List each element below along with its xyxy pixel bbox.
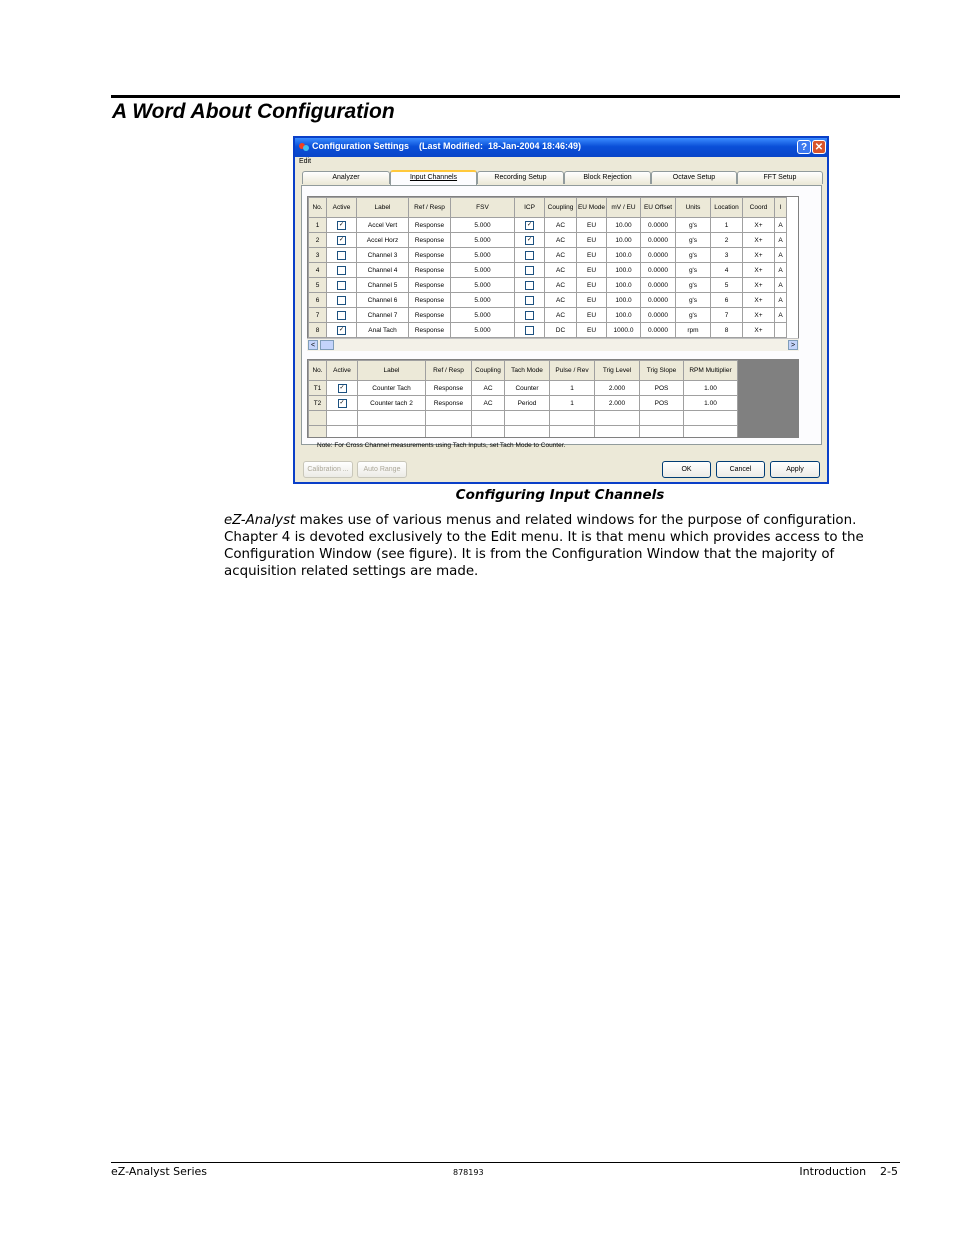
tab-fft-setup[interactable] [737,171,823,184]
channel-cell[interactable]: 100.0 [607,263,641,278]
channel-cell[interactable]: 100.0 [607,248,641,263]
tach-cell[interactable] [684,411,738,426]
tach-column-header[interactable]: RPM Multiplier [684,361,738,381]
tab-label: Recording Setup [494,174,547,181]
channel-checkbox-cell[interactable] [515,323,545,338]
channel-cell[interactable]: A [775,233,787,248]
scroll-thumb[interactable] [320,340,334,350]
table-row[interactable] [309,278,787,293]
channel-cell[interactable]: 1 [711,218,743,233]
channel-cell[interactable]: 8 [309,323,327,338]
channel-cell[interactable]: A [775,248,787,263]
channel-cell[interactable]: g's [676,248,711,263]
tab-recording-setup[interactable] [477,171,564,184]
channel-cell[interactable]: A [775,308,787,323]
tab-octave-setup[interactable] [651,171,737,184]
channel-cell[interactable]: 100.0 [607,278,641,293]
tach-cell[interactable] [550,426,595,439]
checkbox[interactable]: ✓ [526,221,533,228]
channel-cell[interactable] [775,323,787,338]
close-icon[interactable]: ✕ [812,140,826,154]
channel-cell[interactable]: rpm [676,323,711,338]
channel-cell[interactable]: AC [545,293,577,308]
figure-caption: Configuring Input Channels [455,487,665,503]
checkbox[interactable] [337,311,346,320]
tach-cell[interactable]: POS [640,396,684,411]
channel-checkbox-cell[interactable] [515,308,545,323]
channel-cell[interactable]: g's [676,218,711,233]
calibration-button[interactable]: Calibration ... [303,461,353,478]
menu-edit[interactable]: Edit [299,158,312,165]
app-icon [298,141,310,153]
channel-cell[interactable]: 5.000 [451,263,515,278]
channel-cell[interactable]: A [775,218,787,233]
tach-checkbox-cell[interactable] [327,396,358,411]
checkbox[interactable] [525,266,534,275]
dialog-titlebar[interactable] [295,138,827,157]
channel-cell[interactable]: g's [676,263,711,278]
channel-cell[interactable]: 2 [711,233,743,248]
channel-cell[interactable]: Response [409,308,451,323]
cancel-button[interactable]: Cancel [716,461,765,478]
checkbox[interactable] [337,296,346,305]
checkbox[interactable]: ✓ [338,326,345,333]
tab-block-rejection[interactable] [564,171,651,184]
channel-cell[interactable]: Channel 5 [357,278,409,293]
tach-cell[interactable] [505,411,550,426]
tach-cell[interactable] [472,426,505,439]
table-row[interactable] [309,426,738,439]
tach-cell[interactable]: Period [505,396,550,411]
tach-column-header[interactable]: Label [358,361,426,381]
tach-cell[interactable] [426,411,472,426]
tach-cell[interactable] [684,426,738,439]
tach-cell[interactable]: 2.000 [595,396,640,411]
channel-cell[interactable]: Channel 4 [357,263,409,278]
channel-cell[interactable]: 5.000 [451,323,515,338]
checkbox[interactable]: ✓ [338,221,345,228]
table-row[interactable] [309,323,787,338]
channel-column-header[interactable]: Coord [743,198,775,218]
tach-cell[interactable] [640,411,684,426]
channel-cell[interactable]: AC [545,278,577,293]
tach-note: Note: For Cross Channel measurements using Tach Inputs, set Tach Mode to Counter. [317,442,566,449]
table-row[interactable] [309,396,738,411]
channel-cell[interactable]: 10.00 [607,233,641,248]
channel-cell[interactable]: Response [409,248,451,263]
channel-cell[interactable]: X+ [743,293,775,308]
tach-cell[interactable] [472,411,505,426]
tach-cell[interactable] [595,411,640,426]
channel-checkbox-cell[interactable] [515,233,545,248]
channel-cell[interactable]: 8 [711,323,743,338]
channel-checkbox-cell[interactable] [327,263,357,278]
checkbox[interactable] [525,296,534,305]
tach-cell[interactable]: Counter Tach [358,381,426,396]
tach-cell[interactable]: T1 [309,381,327,396]
channel-cell[interactable]: 5 [309,278,327,293]
channel-cell[interactable]: Response [409,278,451,293]
tach-cell[interactable]: POS [640,381,684,396]
channel-cell[interactable]: AC [545,263,577,278]
channel-cell[interactable]: 0.0000 [641,248,676,263]
channel-cell[interactable]: X+ [743,278,775,293]
channel-cell[interactable]: 5.000 [451,293,515,308]
tach-cell[interactable]: AC [472,396,505,411]
dialog-title: Configuration Settings (Last Modified: 18-Jan-2004 18:46:49) [312,141,582,151]
channel-cell[interactable]: 3 [309,248,327,263]
channel-column-header[interactable]: Active [327,198,357,218]
channel-column-header[interactable]: Location [711,198,743,218]
channel-cell[interactable]: 0.0000 [641,278,676,293]
tab-input-channels[interactable] [390,170,477,185]
footer-page: Introduction 2-5 [799,1165,898,1178]
checkbox[interactable]: ✓ [338,236,345,243]
tach-cell[interactable]: 1 [550,381,595,396]
channel-cell[interactable]: 0.0000 [641,293,676,308]
checkbox[interactable] [525,281,534,290]
channel-cell[interactable]: 4 [309,263,327,278]
tach-cell[interactable] [550,411,595,426]
channel-cell[interactable]: DC [545,323,577,338]
header-rule [111,95,900,98]
checkbox[interactable] [337,251,346,260]
body-paragraph [224,512,904,580]
channel-cell[interactable]: EU [577,218,607,233]
channel-cell[interactable]: AC [545,233,577,248]
tab-label: FFT Setup [763,174,797,181]
channel-cell[interactable]: Anal Tach [357,323,409,338]
tach-cell[interactable] [595,426,640,439]
channel-cell[interactable]: Channel 7 [357,308,409,323]
channel-checkbox-cell[interactable] [327,308,357,323]
channel-cell[interactable]: g's [676,278,711,293]
product-name: eZ-Analyst [224,513,296,528]
auto-range-button[interactable]: Auto Range [357,461,407,478]
tab-label: Input Channels [409,174,458,181]
tach-column-header[interactable]: Trig Level [595,361,640,381]
channel-cell[interactable]: 5.000 [451,278,515,293]
channel-column-header[interactable]: ICP [515,198,545,218]
channel-cell[interactable]: 2 [309,233,327,248]
tab-label: Analyzer [332,174,360,181]
tach-table [308,360,738,438]
channel-column-header[interactable]: Units [676,198,711,218]
paragraph-text: makes use of various menus and related windows for the purpose of configuration. Chapter 4 is devoted exclusively to the Edit menu. It is that menu which provides access to the Configuration Window (see figure). It is from the Configuration Window that the majority of acquisition related settings are made. [224,513,864,579]
channel-cell[interactable]: 7 [711,308,743,323]
tach-cell[interactable]: Response [426,381,472,396]
checkbox[interactable]: ✓ [339,399,345,406]
checkbox[interactable]: ✓ [526,236,533,243]
channel-cell[interactable]: A [775,293,787,308]
tab-label: Octave Setup [672,174,716,181]
tach-cell[interactable]: Counter tach 2 [358,396,426,411]
tach-cell[interactable] [426,426,472,439]
channel-cell[interactable]: Response [409,293,451,308]
scroll-right-icon[interactable]: > [788,340,798,350]
channel-cell[interactable]: 5.000 [451,233,515,248]
channel-table [308,197,787,338]
channel-checkbox-cell[interactable] [327,293,357,308]
tach-column-header[interactable]: Pulse / Rev [550,361,595,381]
channel-cell[interactable]: 10.00 [607,218,641,233]
channel-cell[interactable]: X+ [743,248,775,263]
channel-cell[interactable]: 6 [711,293,743,308]
footer-doc-number: 878193 [453,1168,484,1177]
channel-cell[interactable]: AC [545,308,577,323]
tach-column-header[interactable]: Coupling [472,361,505,381]
channel-cell[interactable]: 0.0000 [641,263,676,278]
channel-cell[interactable]: 100.0 [607,308,641,323]
channel-cell[interactable]: X+ [743,323,775,338]
channel-cell[interactable]: 5.000 [451,218,515,233]
channel-cell[interactable]: Response [409,263,451,278]
tach-cell[interactable] [309,411,327,426]
table-row[interactable] [309,218,787,233]
channel-cell[interactable]: 5 [711,278,743,293]
table-row[interactable] [309,411,738,426]
tach-checkbox-cell[interactable] [327,381,358,396]
channel-checkbox-cell[interactable] [327,278,357,293]
channel-column-header[interactable]: No. [309,198,327,218]
channel-column-header[interactable]: EU Offset [641,198,676,218]
scroll-left-icon[interactable]: < [308,340,318,350]
channel-cell[interactable]: X+ [743,218,775,233]
ok-button[interactable]: OK [662,461,711,478]
tach-cell[interactable] [505,426,550,439]
channel-checkbox-cell[interactable] [327,218,357,233]
tach-cell[interactable]: Counter [505,381,550,396]
channel-cell[interactable]: 4 [711,263,743,278]
channel-cell[interactable]: EU [577,263,607,278]
footer-rule [111,1162,900,1163]
configuration-dialog [293,136,829,484]
channel-cell[interactable]: Accel Vert [357,218,409,233]
channel-cell[interactable]: Response [409,233,451,248]
channel-cell[interactable]: 0.0000 [641,323,676,338]
help-icon[interactable]: ? [797,140,811,154]
tach-column-header[interactable]: Trig Slope [640,361,684,381]
section-heading: A Word About Configuration [112,100,395,123]
channel-cell[interactable]: 1000.0 [607,323,641,338]
channel-column-header[interactable]: Label [357,198,409,218]
tach-cell[interactable] [309,426,327,439]
tach-cell[interactable]: 1.00 [684,396,738,411]
channel-checkbox-cell[interactable] [515,218,545,233]
channel-cell[interactable]: 6 [309,293,327,308]
table-row[interactable] [309,381,738,396]
channel-cell[interactable]: EU [577,233,607,248]
checkbox[interactable] [337,281,346,290]
channel-cell[interactable]: Response [409,323,451,338]
tach-column-header[interactable]: Active [327,361,358,381]
channel-column-header[interactable]: I [775,198,787,218]
footer-series: eZ-Analyst Series [111,1165,208,1178]
channel-cell[interactable]: 100.0 [607,293,641,308]
table-row[interactable] [309,263,787,278]
checkbox[interactable] [337,266,346,275]
tach-column-header[interactable]: Tach Mode [505,361,550,381]
checkbox[interactable]: ✓ [339,384,345,391]
channel-checkbox-cell[interactable] [515,278,545,293]
apply-button[interactable]: Apply [770,461,820,478]
channel-cell[interactable]: A [775,263,787,278]
channel-cell[interactable]: g's [676,293,711,308]
checkbox[interactable] [525,326,534,335]
channel-cell[interactable]: 0.0000 [641,218,676,233]
channel-cell[interactable]: AC [545,248,577,263]
tach-cell[interactable] [358,411,426,426]
tab-analyzer[interactable] [302,171,390,184]
channel-checkbox-cell[interactable] [327,233,357,248]
table-row[interactable] [309,248,787,263]
channel-column-header[interactable]: EU Mode [577,198,607,218]
channel-cell[interactable]: Response [409,218,451,233]
tach-cell[interactable]: Response [426,396,472,411]
channel-column-header[interactable]: FSV [451,198,515,218]
tach-cell[interactable] [358,426,426,439]
channel-cell[interactable]: EU [577,323,607,338]
tach-cell[interactable] [327,426,358,439]
channel-cell[interactable]: 5.000 [451,308,515,323]
channel-cell[interactable]: 5.000 [451,248,515,263]
channel-cell[interactable]: X+ [743,233,775,248]
channel-cell[interactable]: AC [545,218,577,233]
channel-cell[interactable]: Accel Horz [357,233,409,248]
channel-cell[interactable]: 1 [309,218,327,233]
checkbox[interactable] [525,311,534,320]
channel-cell[interactable]: Channel 3 [357,248,409,263]
channel-column-header[interactable]: Coupling [545,198,577,218]
channel-cell[interactable]: X+ [743,308,775,323]
tach-cell[interactable]: T2 [309,396,327,411]
checkbox[interactable] [525,251,534,260]
channel-column-header[interactable]: mV / EU [607,198,641,218]
tach-grid [307,359,799,438]
channel-cell[interactable]: Channel 6 [357,293,409,308]
channel-cell[interactable]: 0.0000 [641,308,676,323]
table-row[interactable] [309,308,787,323]
channel-cell[interactable]: EU [577,248,607,263]
tach-cell[interactable]: 2.000 [595,381,640,396]
channel-cell[interactable]: EU [577,308,607,323]
channel-grid [307,196,799,351]
channel-cell[interactable]: A [775,278,787,293]
tab-strip [302,171,822,185]
tach-column-header[interactable]: Ref / Resp [426,361,472,381]
channel-cell[interactable]: X+ [743,263,775,278]
channel-column-header[interactable]: Ref / Resp [409,198,451,218]
table-row[interactable] [309,293,787,308]
channel-checkbox-cell[interactable] [515,263,545,278]
tach-cell[interactable]: 1 [550,396,595,411]
channel-cell[interactable]: 0.0000 [641,233,676,248]
channel-cell[interactable]: g's [676,233,711,248]
channel-cell[interactable]: g's [676,308,711,323]
channel-cell[interactable]: 7 [309,308,327,323]
tach-cell[interactable] [640,426,684,439]
tab-label: Block Rejection [583,174,632,181]
tach-cell[interactable]: AC [472,381,505,396]
channel-cell[interactable]: EU [577,293,607,308]
channel-cell[interactable]: 3 [711,248,743,263]
channel-cell[interactable]: EU [577,278,607,293]
tach-cell[interactable] [327,411,358,426]
table-row[interactable] [309,233,787,248]
channel-checkbox-cell[interactable] [515,248,545,263]
tach-column-header[interactable]: No. [309,361,327,381]
horizontal-scrollbar[interactable] [307,338,799,351]
channel-checkbox-cell[interactable] [327,248,357,263]
channel-checkbox-cell[interactable] [515,293,545,308]
tach-cell[interactable]: 1.00 [684,381,738,396]
channel-checkbox-cell[interactable] [327,323,357,338]
